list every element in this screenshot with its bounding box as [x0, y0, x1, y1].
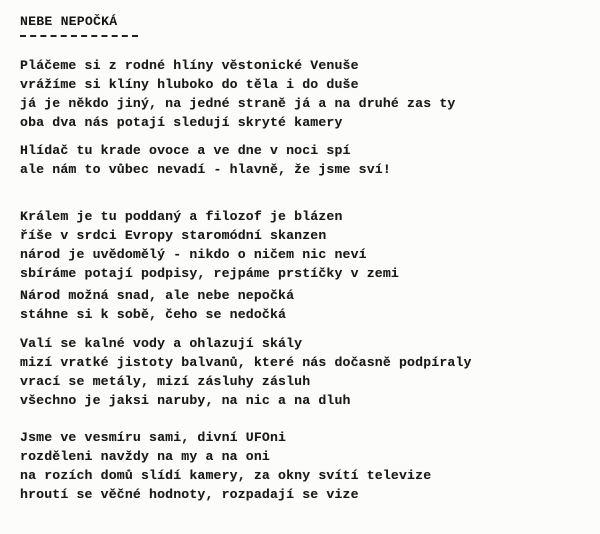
- stanza-line: národ je uvědomělý - nikdo o ničem nic neví: [20, 247, 367, 262]
- title-underline: [20, 35, 138, 37]
- stanza-line: Králem je tu poddaný a filozof je blázen: [20, 209, 343, 224]
- stanza-3: [20, 207, 399, 283]
- stanza-5: [20, 334, 472, 410]
- stanza-line: na rozích domů slídí kamery, za okny svítí televize: [20, 468, 432, 483]
- stanza-line: já je někdo jiný, na jedné straně já a na druhé zas ty: [20, 96, 456, 111]
- stanza-6: [20, 428, 431, 504]
- stanza-2: [20, 141, 391, 179]
- stanza-line: mizí vratké jistoty balvanů, které nás dočasně podpíraly: [20, 355, 472, 370]
- stanza-line: Hlídač tu krade ovoce a ve dne v noci spí: [20, 143, 351, 158]
- stanza-line: vrací se metály, mizí zásluhy zásluh: [20, 374, 311, 389]
- stanza-line: všechno je jaksi naruby, na nic a na dluh: [20, 393, 351, 408]
- stanza-line: vrážíme si klíny hluboko do těla i do duše: [20, 77, 359, 92]
- stanza-1: [20, 56, 455, 132]
- stanza-line: rozděleni navždy na my a na oni: [20, 449, 270, 464]
- stanza-line: oba dva nás potají sledují skryté kamery: [20, 115, 343, 130]
- stanza-line: sbíráme potají podpisy, rejpáme prstíčky v zemi: [20, 266, 399, 281]
- stanza-line: stáhne si k sobě, čeho se nedočká: [20, 307, 287, 322]
- stanza-4: [20, 286, 294, 324]
- stanza-line: ale nám to vůbec nevadí - hlavně, že jsme sví!: [20, 162, 391, 177]
- stanza-line: Pláčeme si z rodné hlíny věstonické Venuše: [20, 58, 359, 73]
- stanza-line: Jsme ve vesmíru sami, divní UFOni: [20, 430, 287, 445]
- poem-title: NEBE NEPOČKÁ: [20, 14, 118, 29]
- stanza-line: Valí se kalné vody a ohlazují skály: [20, 336, 303, 351]
- stanza-line: Národ možná snad, ale nebe nepočká: [20, 288, 295, 303]
- stanza-line: hroutí se věčné hodnoty, rozpadají se vize: [20, 487, 359, 502]
- stanza-line: říše v srdci Evropy staromódní skanzen: [20, 228, 327, 243]
